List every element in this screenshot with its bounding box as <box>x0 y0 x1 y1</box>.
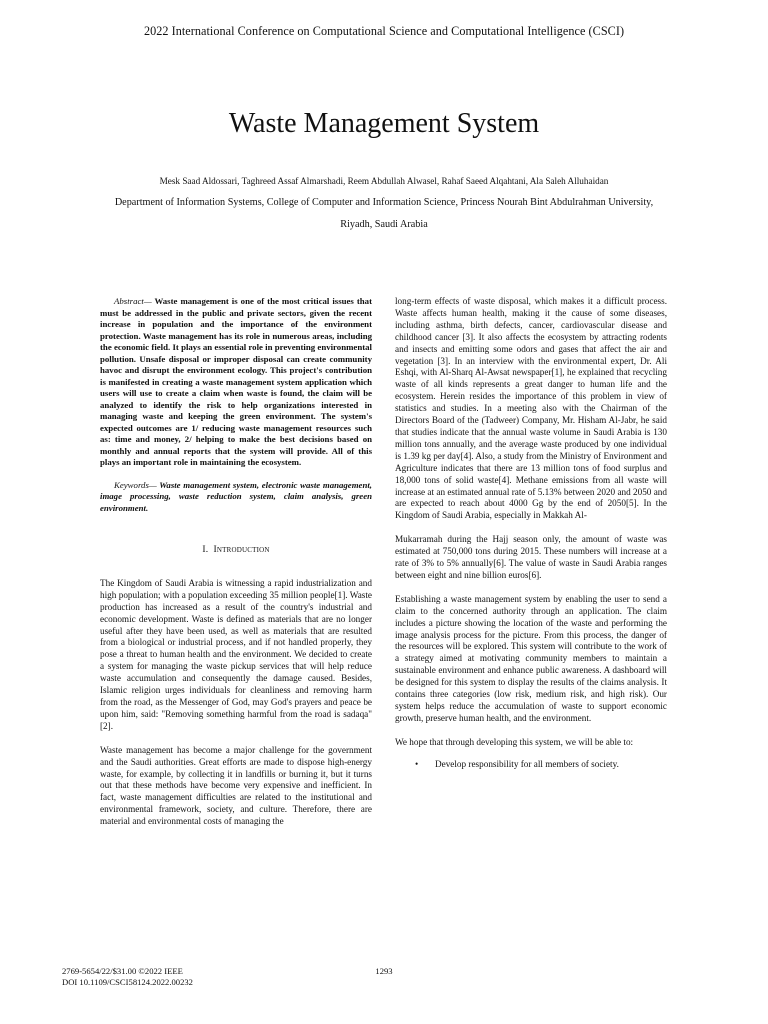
section-number: I. <box>202 544 209 555</box>
abstract <box>100 296 372 469</box>
section-heading-introduction <box>100 544 372 556</box>
body-paragraph: Establishing a waste management system by enabling the user to send a claim to the concerned authority through an application. The claim includes a picture showing the location of the waste and performing the image analysis process for the picture. From this process, the danger of the resources will be explored. This system will contribute to the work of a strategy aimed at motivating community members to maintain a sustainable environment and enhance public awareness. A dashboard will be designed for this system to display the results of the claims analysis. It contains three categories (low risk, medium risk, and high risk). Our system helps reduce the accumulation of waste to support economic growth, preserve human health, and the environment. <box>395 593 667 723</box>
keywords <box>100 480 372 515</box>
right-column <box>395 296 667 771</box>
body-paragraph: We hope that through developing this system, we will be able to: <box>395 736 634 747</box>
section-title: Introduction <box>213 544 270 555</box>
conference-header: 2022 International Conference on Computational Science and Computational Intelligence (CSCI) <box>143 24 625 38</box>
bullet-item: • Develop responsibility for all members of society. <box>395 759 667 771</box>
body-paragraph: Mukarramah during the Hajj season only, the amount of waste was estimated at 750,000 tons during 2015. These numbers will increase at a rate of 3% to 5% annually[6]. The value of waste in Saudi Arabia ranges between eight and nine billion euros[6]. <box>395 534 667 580</box>
body-paragraph: The Kingdom of Saudi Arabia is witnessing a rapid industrialization and high population; with a population exceeding 35 million people[1]. Waste production has increased as a result of the country's industrial and economic development. Waste is defined as materials that are no longer useful after they have been used, as well as materials that are resulted from a biological or industrial process, and if not handled properly, they pose a threat to human health and the environment. We decided to create a system for managing the waste pickup services that will help reduce waste accumulation and consequently the damage caused. Besides, Islamic religion urges individuals for cleanliness and removing harm from the road, as the Messenger of God, may God's prayers and peace be upon him, said: "Removing something harmful from the road is sadaqa"[2]. <box>100 577 372 731</box>
left-column <box>100 296 372 828</box>
abstract-text: Waste management is one of the most critical issues that must be addressed in the public and private sectors, given the recent increase in population and the importance of the environment protection. Waste management has its role in numerous areas, including the economic field. It plays an essential role in preventing environmental pollution. Unsafe disposal or improper disposal can create community havoc and disrupt the environment ecology. This project's contribution is manifested in creating a waste management system application which users will use to create a claim when waste is found, the claim will be analyzed to identify the risk to help organizations interested in managing waste and keeping the green environment. The system's expected outcomes are 1/ reducing waste management resources such as: time and money, 2/ helping to make the best decisions based on monthly and annual reports that the system will provide. All of this plays an important role in maintaining the ecosystem. <box>100 296 372 467</box>
bullet-list <box>395 759 667 771</box>
abstract-label: Abstract— <box>114 296 152 306</box>
keywords-text: Waste management system, electronic waste management, image processing, waste reduction system, claim analysis, green environment. <box>100 479 372 513</box>
page-number: 1293 <box>375 966 393 976</box>
author-list: Mesk Saad Aldossari, Taghreed Assaf Almarshadi, Reem Abdullah Alwasel, Rahaf Saeed Alqahtani, Ala Saleh Alluhaidan <box>159 176 609 186</box>
author-affiliation: Department of Information Systems, College of Computer and Information Science, Princess Nourah Bint Abdulrahman University, Riyadh, Saudi Arabia <box>114 197 654 230</box>
body-paragraph: Waste management has become a major challenge for the government and the Saudi authorities. Great efforts are made to dispose high-energy waste, for example, by collecting it in landfills or burning it, but it turns out that these methods have become very expensive and inefficient. In fact, waste management difficulties are related to the institutional and environmental framework, society, and culture. Therefore, there are material and environmental costs of managing the <box>100 744 372 827</box>
paper-title: Waste Management System <box>228 108 540 139</box>
keywords-label: Keywords— <box>114 479 157 490</box>
body-paragraph: long-term effects of waste disposal, which makes it a difficult process. Waste affects human health, making it the cause of some diseases, including asthma, birth defects, cancer, cardiovascular disease and childhood cancer [3]. It also affects the ecosystem by attracting rodents and insects and emitting some odors and gases that affect the air and vegetation [3]. In an interview with the environmental expert, Dr. Ali Eshqi, with Al-Sharq Al-Awsat newspaper[1], he explained that recycling waste of all kinds represents a great danger to human life and the ecosystem. Herein resides the importance of this problem in view of statistics and studies. In a meeting also with the Chairman of the Directors Board of the (Tadweer) Company, Mr. Hisham Al-Jabr, he said that studies indicate that the annual waste volume in Saudi Arabia is 130 million tons annually, and the average waste produced by one individual is 1.39 kg per day[4]. Also, a study from the Ministry of Environment and Agriculture indicates that there are 13 million tons of food surplus and 18,000 tons of solid waste[4]. Methane emissions from all waste will increase at an estimated annual rate of 5.13% between 2020 and 2050 and are expected to reach about 4000 Gg by the end of 2050[5]. In the Kingdom of Saudi Arabia, especially in Makkah Al- <box>395 296 668 521</box>
footer-issn: 2769-5654/22/$31.00 ©2022 IEEE <box>62 966 183 976</box>
footer-doi: DOI 10.1109/CSCI58124.2022.00232 <box>62 977 193 987</box>
